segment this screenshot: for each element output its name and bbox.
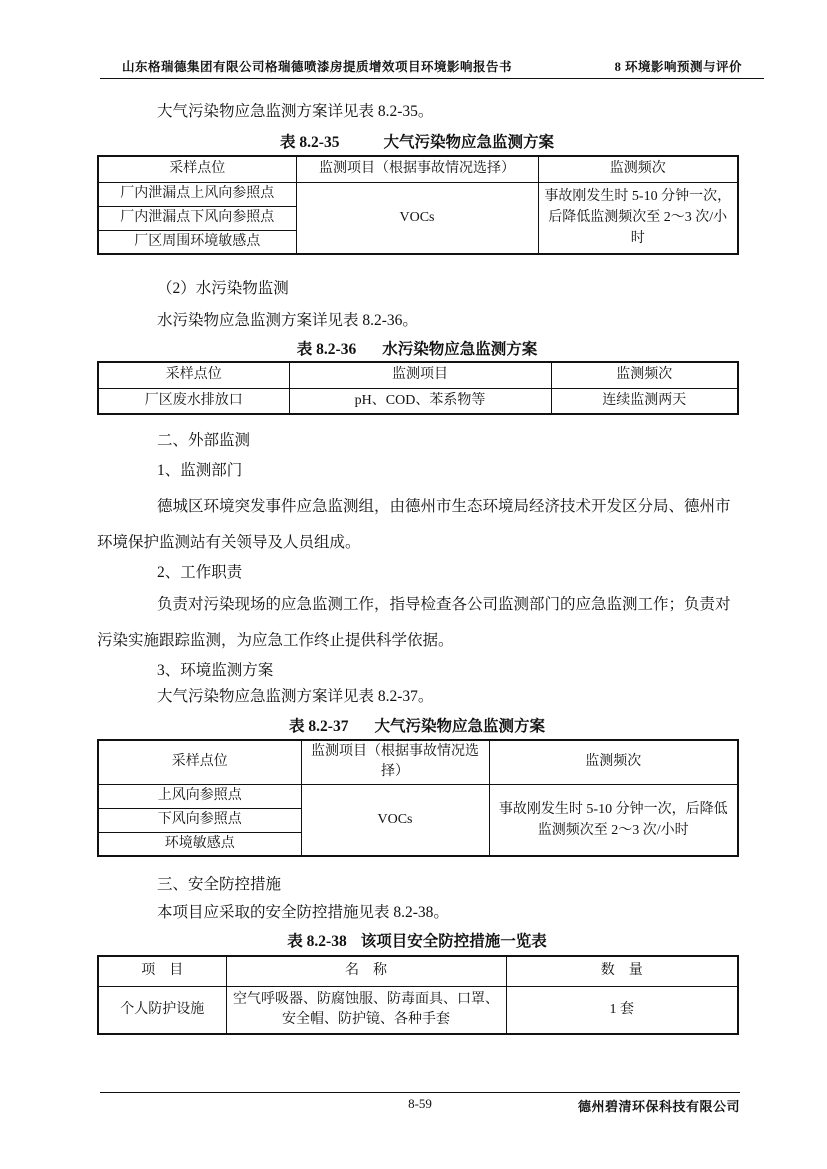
table-36-caption-label: 表 8.2-36 xyxy=(296,341,357,358)
column-header: 监测频次 xyxy=(489,740,738,784)
paragraph-intro-table-38: 本项目应采取的安全防控措施见表 8.2-38。 xyxy=(157,904,449,921)
table-37-caption-label: 表 8.2-37 xyxy=(289,718,349,735)
table-cell-merged-item: VOCs xyxy=(301,784,489,856)
table-36-caption xyxy=(97,340,737,360)
column-header: 监测频次 xyxy=(551,362,738,388)
heading-safety-measures: 三、安全防控措施 xyxy=(157,876,282,893)
column-header: 采样点位 xyxy=(98,740,301,784)
column-header: 监测频次 xyxy=(538,156,738,182)
column-header: 名 称 xyxy=(226,956,506,986)
table-cell: 个人防护设施 xyxy=(98,986,226,1034)
table-38-caption-title: 该项目安全防控措施一览表 xyxy=(360,933,547,950)
table-38-caption xyxy=(97,932,737,952)
table-row xyxy=(98,362,738,388)
paragraph-intro-table-35: 大气污染物应急监测方案详见表 8.2-35。 xyxy=(157,103,434,120)
table-cell: pH、COD、苯系物等 xyxy=(289,388,551,414)
table-8-2-35 xyxy=(97,155,739,255)
table-cell: 厂内泄漏点上风向参照点 xyxy=(98,182,296,206)
table-cell-merged-frequency: 事故刚发生时 5-10 分钟一次，后降低监测频次至 2～3 次/小时 xyxy=(489,784,738,856)
header-report-title: 山东格瑞德集团有限公司格瑞德喷漆房提质增效项目环境影响报告书 xyxy=(122,60,513,74)
table-8-2-38 xyxy=(97,955,739,1035)
table-cell: 厂区废水排放口 xyxy=(98,388,289,414)
table-35-caption xyxy=(97,133,737,153)
column-header: 监测项目（根据事故情况选择） xyxy=(301,740,489,784)
paragraph-intro-table-36: 水污染物应急监测方案详见表 8.2-36。 xyxy=(157,312,418,329)
table-cell: 厂区周围环境敏感点 xyxy=(98,230,296,254)
table-37-caption xyxy=(97,717,737,737)
table-cell: 连续监测两天 xyxy=(551,388,738,414)
paragraph-department: 德城区环境突发事件应急监测组，由德州市生态环境局经济技术开发区分局、德州市环境保护监测站有关领导及人员组成。 xyxy=(97,498,731,551)
table-36-caption-title: 水污染物应急监测方案 xyxy=(382,341,538,358)
page-number: 8-59 xyxy=(408,1096,432,1111)
table-cell: 厂内泄漏点下风向参照点 xyxy=(98,206,296,230)
column-header: 监测项目 xyxy=(289,362,551,388)
table-row xyxy=(98,784,738,808)
column-header: 项 目 xyxy=(98,956,226,986)
table-cell-merged-frequency: 事故刚发生时 5-10 分钟一次，后降低监测频次至 2～3 次/小时 xyxy=(538,182,738,254)
table-8-2-36 xyxy=(97,361,739,415)
table-cell-merged-item: VOCs xyxy=(296,182,538,254)
heading-monitoring-department: 1、监测部门 xyxy=(157,462,243,479)
heading-water-monitoring: （2）水污染物监测 xyxy=(157,280,289,297)
page-footer xyxy=(100,1092,740,1114)
header-chapter-title: 8 环境影响预测与评价 xyxy=(614,60,742,74)
page-header xyxy=(100,0,764,79)
table-cell: 1 套 xyxy=(506,986,738,1034)
table-37-caption-title: 大气污染物应急监测方案 xyxy=(374,718,545,735)
table-row xyxy=(98,182,738,206)
table-cell: 下风向参照点 xyxy=(98,808,301,832)
table-cell: 上风向参照点 xyxy=(98,784,301,808)
heading-work-duty: 2、工作职责 xyxy=(157,564,243,581)
heading-external-monitoring: 二、外部监测 xyxy=(157,432,251,449)
table-35-caption-title: 大气污染物应急监测方案 xyxy=(383,134,554,151)
table-row xyxy=(98,156,738,182)
table-35-caption-label: 表 8.2-35 xyxy=(280,134,340,151)
table-row xyxy=(98,388,738,414)
document-body xyxy=(97,79,737,1035)
column-header: 采样点位 xyxy=(98,156,296,182)
table-row xyxy=(98,740,738,784)
column-header: 监测项目（根据事故情况选择） xyxy=(296,156,538,182)
table-8-2-37 xyxy=(97,739,739,857)
table-cell: 环境敏感点 xyxy=(98,832,301,856)
paragraph-intro-table-37: 大气污染物应急监测方案详见表 8.2-37。 xyxy=(157,688,434,705)
column-header: 采样点位 xyxy=(98,362,289,388)
footer-company-name: 德州碧清环保科技有限公司 xyxy=(577,1099,740,1114)
paragraph-duty: 负责对污染现场的应急监测工作，指导检查各公司监测部门的应急监测工作；负责对污染实施跟踪监测，为应急工作终止提供科学依据。 xyxy=(97,596,731,649)
column-header: 数 量 xyxy=(506,956,738,986)
table-38-caption-label: 表 8.2-38 xyxy=(287,933,347,950)
table-row xyxy=(98,986,738,1034)
heading-monitoring-plan: 3、环境监测方案 xyxy=(157,662,274,679)
table-row xyxy=(98,956,738,986)
table-cell: 空气呼吸器、防腐蚀服、防毒面具、口罩、安全帽、防护镜、各种手套 xyxy=(226,986,506,1034)
